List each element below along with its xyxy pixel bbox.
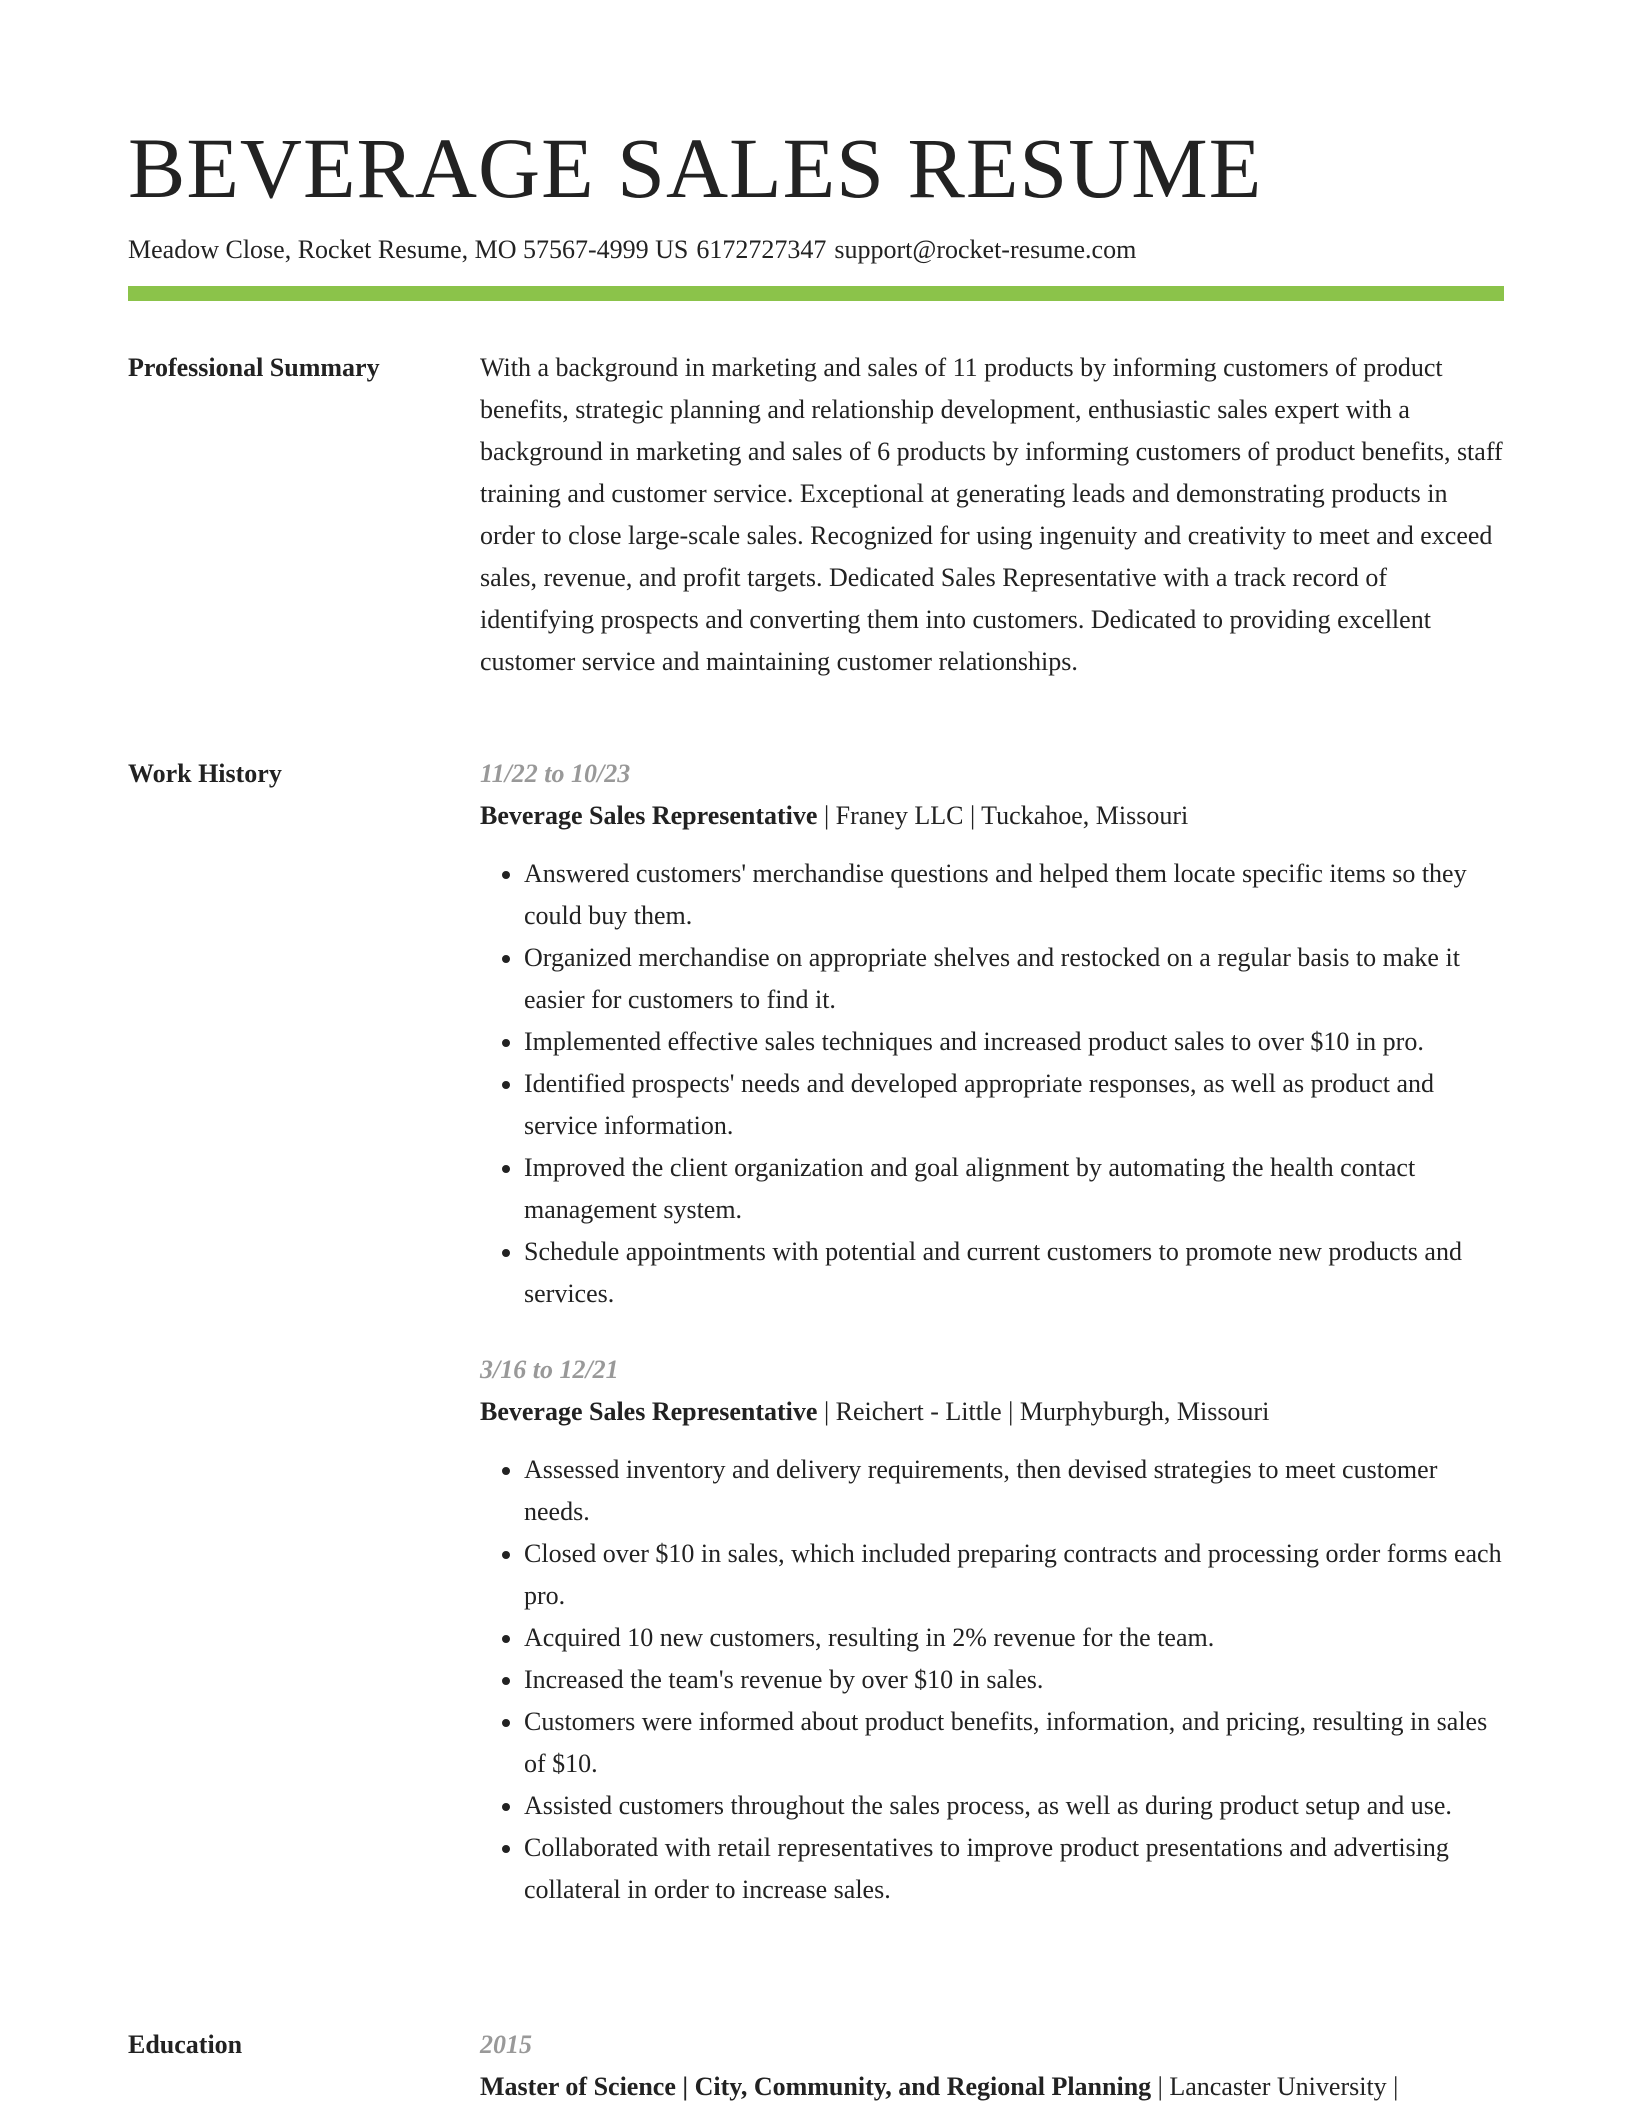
job-details: | Reichert - Little | Murphyburgh, Missouri	[817, 1397, 1270, 1426]
job-bullet: • Organized merchandise on appropriate shelves and restocked on a regular basis to make it easier for customers to find it.	[524, 937, 1504, 1021]
education-heading	[480, 2066, 1504, 2108]
education-details: | Lancaster University |	[1151, 2072, 1399, 2101]
job-role: Beverage Sales Representative	[480, 1397, 818, 1426]
education-degree: Master of Science | City, Community, and Regional Planning	[480, 2072, 1152, 2101]
job-details: | Franey LLC | Tuckahoe, Missouri	[817, 801, 1189, 830]
job-heading	[480, 1391, 1504, 1433]
contact-email: support@rocket-resume.com	[834, 235, 1137, 264]
job-role: Beverage Sales Representative	[480, 801, 818, 830]
education-label: Education	[128, 2030, 243, 2059]
education-year: 2015	[480, 2030, 532, 2059]
job-bullets	[480, 1449, 1504, 1911]
job-bullet: • Assisted customers throughout the sales process, as well as during product setup and use.	[524, 1785, 1504, 1827]
job-bullet: • Implemented effective sales techniques and increased product sales to over $10 in pro.	[524, 1021, 1504, 1063]
summary-text: With a background in marketing and sales of 11 products by informing customers of product benefits, strategic planning and relationship development, enthusiastic sales expert with a background in marketing and sales of 6 products by informing customers of product benefits, staff training and customer service. Exceptional at generating leads and demonstrating products in order to close large-scale sales. Recognized for using ingenuity and creativity to meet and exceed sales, revenue, and profit targets. Dedicated Sales Representative with a track record of identifying prospects and converting them into customers. Dedicated to providing excellent customer service and maintaining customer relationships.	[480, 353, 1503, 676]
job-bullet: • Improved the client organization and goal alignment by automating the health contact management system.	[524, 1147, 1504, 1231]
job-entry	[480, 1349, 1504, 1911]
job-bullet: • Collaborated with retail representatives to improve product presentations and advertising collateral in order to increase sales.	[524, 1827, 1504, 1911]
summary-label: Professional Summary	[128, 353, 380, 382]
job-entry	[480, 753, 1504, 1315]
job-bullets	[480, 853, 1504, 1315]
job-bullet: • Assessed inventory and delivery requirements, then devised strategies to meet customer needs.	[524, 1449, 1504, 1533]
resume-title: BEVERAGE SALES RESUME	[128, 120, 1263, 216]
job-bullet: • Answered customers' merchandise questions and helped them locate specific items so they could buy them.	[524, 853, 1504, 937]
education-body	[480, 2024, 1504, 2108]
contact-line	[128, 230, 1144, 270]
job-dates: 11/22 to 10/23	[480, 759, 631, 788]
contact-phone: 6172727347	[696, 235, 827, 264]
job-bullet: • Schedule appointments with potential and current customers to promote new products and services.	[524, 1231, 1504, 1315]
job-bullet: • Identified prospects' needs and developed appropriate responses, as well as product and service information.	[524, 1063, 1504, 1147]
job-heading	[480, 795, 1504, 837]
job-bullet: • Acquired 10 new customers, resulting in 2% revenue for the team.	[524, 1617, 1504, 1659]
job-bullet: • Customers were informed about product benefits, information, and pricing, resulting in sales of $10.	[524, 1701, 1504, 1785]
job-dates: 3/16 to 12/21	[480, 1355, 619, 1384]
job-bullet: • Increased the team's revenue by over $10 in sales.	[524, 1659, 1504, 1701]
work-history-body	[480, 753, 1504, 1941]
contact-address: Meadow Close, Rocket Resume, MO 57567-4999 US	[128, 235, 689, 264]
job-bullet: • Closed over $10 in sales, which included preparing contracts and processing order forms each pro.	[524, 1533, 1504, 1617]
header-divider	[128, 286, 1504, 301]
work-history-label: Work History	[128, 759, 282, 788]
summary-body	[480, 347, 1504, 683]
